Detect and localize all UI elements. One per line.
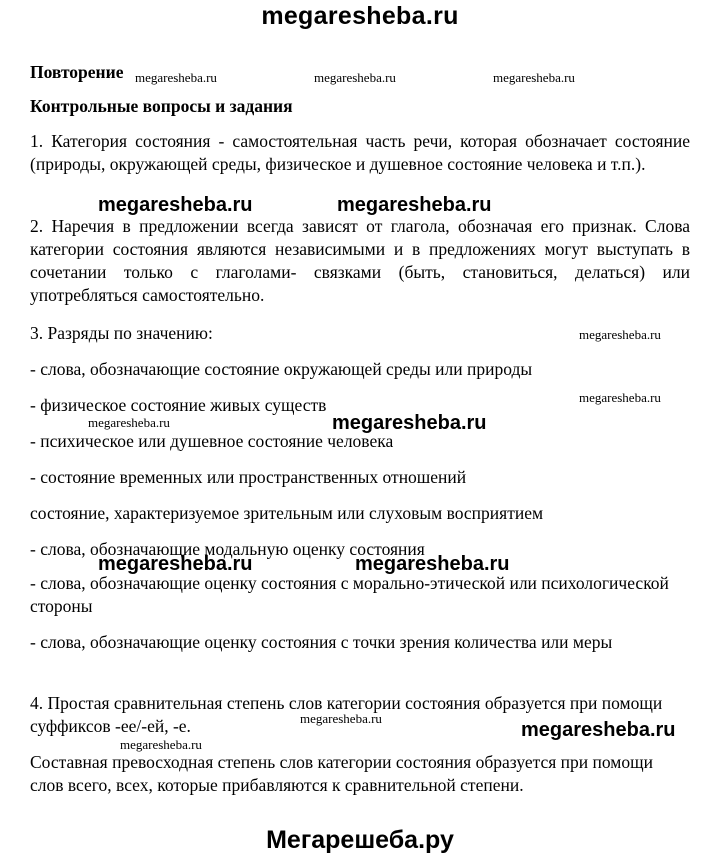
- answer-4-compound: Составная превосходная степень слов категории состояния образуется при помощи слов всего, всех, которые прибавляются к сравнительной степени.: [30, 752, 653, 795]
- answer-2: 2. Наречия в предложении всегда зависят от глагола, обозначая его признак. Слова категории состояния являются независимыми и в предложениях могут выступать в сочетании только с глаголами- связками (быть, становиться, делаться) или употребляться самостоятельно.: [30, 216, 690, 305]
- section-title: Повторение: [30, 62, 124, 82]
- answer-3-item: - состояние временных или пространственных отношений: [30, 467, 467, 487]
- answer-3-item: - психическое или душевное состояние человека: [30, 431, 394, 451]
- answer-4-simple: 4. Простая сравнительная степень слов категории состояния образуется при помощи суффиксов -ее/-ей, -е.: [30, 693, 663, 736]
- watermark-small: megaresheba.ru: [579, 327, 661, 342]
- watermark-bottom: Мегарешеба.ру: [266, 826, 454, 854]
- watermark-small: megaresheba.ru: [579, 390, 661, 405]
- watermark-small: megaresheba.ru: [300, 711, 382, 726]
- answer-3-item: - слова, обозначающие состояние окружающей среды или природы: [30, 359, 533, 379]
- watermark-small: megaresheba.ru: [120, 737, 202, 752]
- watermark-large: megaresheba.ru: [98, 194, 253, 216]
- watermark-large: megaresheba.ru: [332, 412, 487, 434]
- answer-3-item: - слова, обозначающие оценку состояния с точки зрения количества или меры: [30, 632, 613, 652]
- watermark-top: megaresheba.ru: [261, 2, 459, 30]
- watermark-large: megaresheba.ru: [521, 719, 676, 741]
- watermark-small: megaresheba.ru: [493, 70, 575, 85]
- watermark-large: megaresheba.ru: [355, 553, 510, 575]
- watermark-large: megaresheba.ru: [337, 194, 492, 216]
- answer-3-item: - слова, обозначающие модальную оценку состояния: [30, 539, 425, 559]
- answer-3-item: - физическое состояние живых существ: [30, 395, 327, 415]
- watermark-small: megaresheba.ru: [314, 70, 396, 85]
- answer-3-title: 3. Разряды по значению:: [30, 323, 213, 343]
- watermark-small: megaresheba.ru: [135, 70, 217, 85]
- subsection-title: Контрольные вопросы и задания: [30, 96, 293, 116]
- watermark-small: megaresheba.ru: [88, 415, 170, 430]
- answer-3-item: - слова, обозначающие оценку состояния с морально-этической или психологической стороны: [30, 573, 669, 616]
- answer-3-item: состояние, характеризуемое зрительным или слуховым восприятием: [30, 503, 544, 523]
- watermark-large: megaresheba.ru: [98, 553, 253, 575]
- answer-1: 1. Категория состояния - самостоятельная часть речи, которая обозначает состояние (природы, окружающей среды, физическое и душевное состояние человека и т.п.).: [30, 131, 690, 174]
